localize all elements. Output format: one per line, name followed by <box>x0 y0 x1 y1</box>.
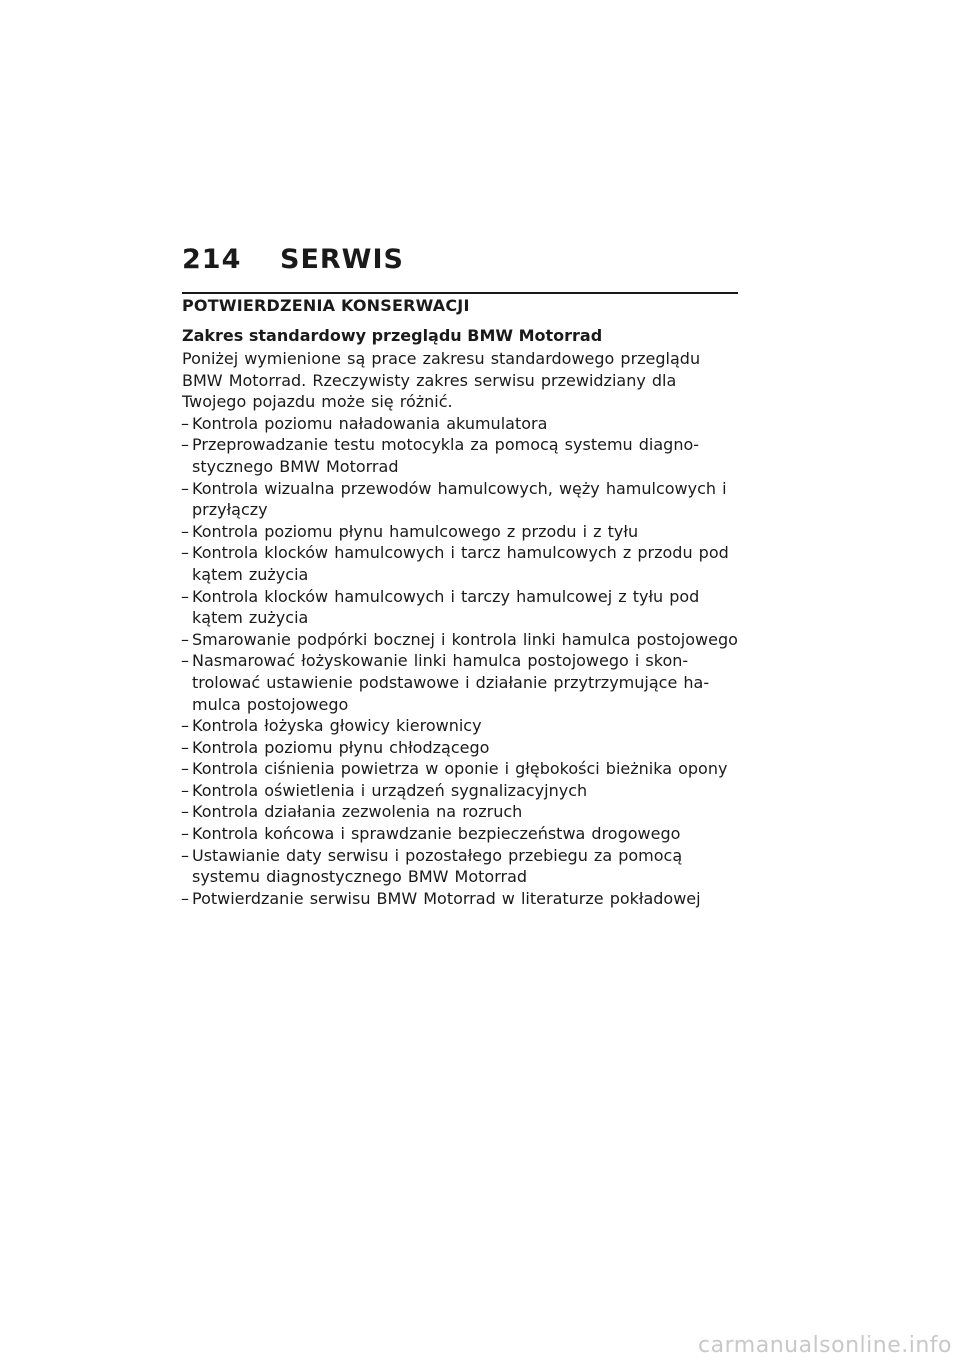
chapter-title: SERWIS <box>280 244 404 275</box>
list-item: – Ustawianie daty serwisu i pozostałego przebiegu za pomocą systemu diagnostycznego BMW Motorrad <box>182 845 742 888</box>
list-item: – Kontrola klocków hamulcowych i tarcz hamulcowych z przodu pod kątem zużycia <box>182 542 742 585</box>
list-item: – Kontrola klocków hamulcowych i tarczy hamulcowej z tyłu pod kątem zużycia <box>182 586 742 629</box>
list-item: – Nasmarować łożyskowanie linki hamulca postojowego i skontrolować ustawienie podstawowe i działanie przytrzymujące hamulca postojowego <box>182 650 742 715</box>
page-header <box>182 244 738 275</box>
list-item: – Smarowanie podpórki bocznej i kontrola linki hamulca postojowego <box>182 629 742 651</box>
service-items-list <box>182 413 742 910</box>
list-item: – Kontrola poziomu naładowania akumulatora <box>182 413 742 435</box>
list-item: – Kontrola ciśnienia powietrza w oponie i głębokości bieżnika opony <box>182 758 742 780</box>
section-title: POTWIERDZENIA KONSERWACJI <box>182 296 470 315</box>
list-item: – Kontrola poziomu płynu hamulcowego z przodu i z tyłu <box>182 521 742 543</box>
watermark: carmanualsonline.info <box>698 1333 952 1358</box>
intro-paragraph: Poniżej wymienione są prace zakresu standardowego przeglądu BMW Motorrad. Rzeczywisty zakres serwisu przewidziany dla Twojego pojazdu może się różnić. <box>182 349 701 412</box>
list-item: – Kontrola działania zezwolenia na rozruch <box>182 801 742 823</box>
page-content <box>182 294 742 909</box>
list-item: – Przeprowadzanie testu motocykla za pomocą systemu diagnostycznego BMW Motorrad <box>182 434 742 477</box>
list-item: – Kontrola końcowa i sprawdzanie bezpieczeństwa drogowego <box>182 823 742 845</box>
list-item: – Kontrola oświetlenia i urządzeń sygnalizacyjnych <box>182 780 742 802</box>
list-item: – Potwierdzanie serwisu BMW Motorrad w literaturze pokładowej <box>182 888 742 910</box>
list-item: – Kontrola poziomu płynu chłodzącego <box>182 737 742 759</box>
subsection-title: Zakres standardowy przeglądu BMW Motorrad <box>182 326 603 345</box>
page-number: 214 <box>182 244 242 275</box>
list-item: – Kontrola łożyska głowicy kierownicy <box>182 715 742 737</box>
list-item: – Kontrola wizualna przewodów hamulcowych, węży hamulcowych i przyłączy <box>182 478 742 521</box>
